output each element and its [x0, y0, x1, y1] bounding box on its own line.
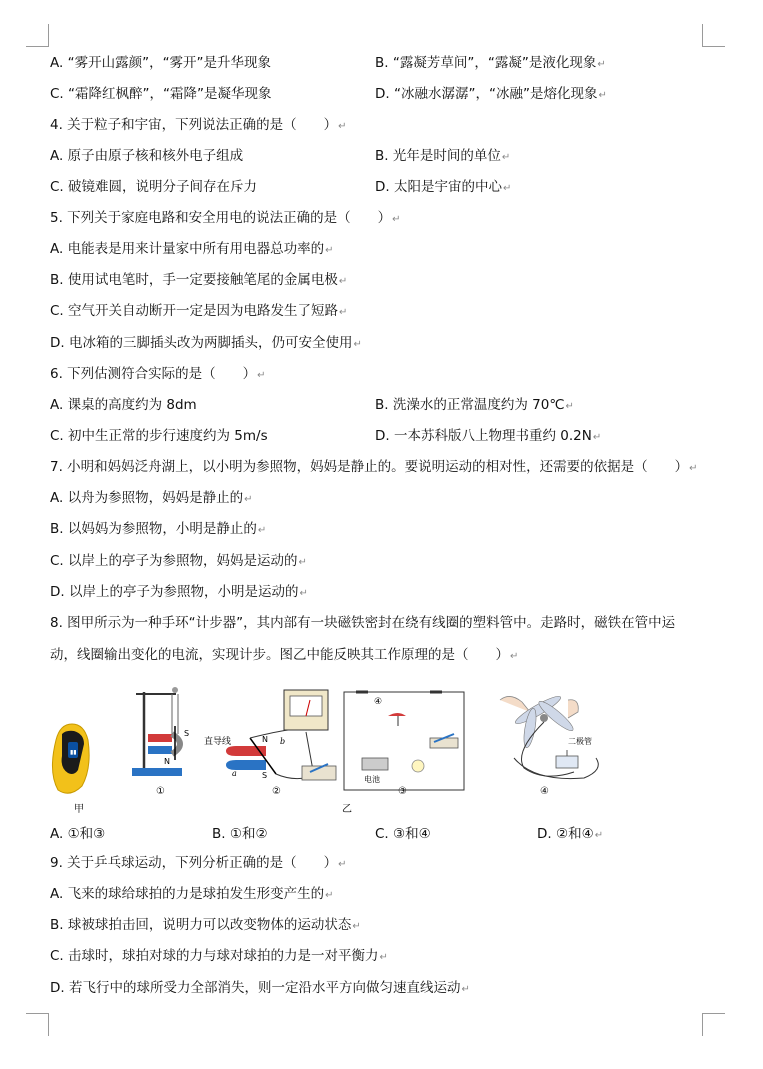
- q7-option-c: C. 以岸上的亭子为参照物，妈妈是运动的↵: [50, 553, 307, 569]
- q5-option-b: B. 使用试电笔时，手一定要接触笔尾的金属电极↵: [50, 272, 348, 288]
- crop-mark-bottom-left: [26, 1013, 49, 1036]
- wristband-pedometer: [52, 724, 89, 793]
- crop-mark-bottom-right: [702, 1013, 725, 1036]
- label-S-1: S: [184, 729, 190, 738]
- q7-option-d: D. 以岸上的亭子为参照物，小明是运动的↵: [50, 584, 308, 600]
- apparatus-3: [344, 692, 464, 790]
- q8-stem-line2: 动，线圈输出变化的电流，实现计步。图乙中能反映其工作原理的是（ ）↵: [50, 647, 519, 663]
- q8-option-c: C. ③和④: [375, 826, 431, 842]
- label-b: b: [280, 737, 286, 746]
- q8-stem-line1: 8. 图甲所示为一种手环“计步器”，其内部有一块磁铁密封在绕有线圈的塑料管中。走路时，磁铁在管中运: [50, 615, 676, 631]
- label-num-4-top: ④: [374, 697, 383, 707]
- q6-option-c: C. 初中生正常的步行速度约为 5m/s: [50, 428, 268, 444]
- apparatus-2: [226, 690, 336, 780]
- label-N-2: N: [262, 735, 268, 744]
- q9-stem: 9. 关于乒乓球运动，下列分析正确的是（ ）↵: [50, 855, 347, 871]
- wristband-display: ▮▮: [70, 749, 77, 756]
- q3-option-c: C. “霜降红枫醉”，“霜降”是凝华现象: [50, 86, 272, 102]
- q6-option-b: B. 洗澡水的正常温度约为 70℃↵: [375, 397, 574, 413]
- label-battery: 电池: [364, 775, 380, 784]
- q3-option-b: B. “露凝芳草间”，“露凝”是液化现象↵: [375, 55, 606, 71]
- crop-mark-top-left: [26, 24, 49, 47]
- label-a: a: [232, 769, 237, 778]
- label-num-2: ②: [272, 786, 281, 797]
- q8-figure: [44, 672, 614, 818]
- crop-mark-top-right: [702, 24, 725, 47]
- apparatus-4: [500, 693, 598, 779]
- q4-option-d: D. 太阳是宇宙的中心↵: [375, 179, 512, 195]
- q3-option-d: D. “冰融水潺潺”，“冰融”是熔化现象↵: [375, 86, 607, 102]
- q7-stem: 7. 小明和妈妈泛舟湖上，以小明为参照物，妈妈是静止的。要说明运动的相对性，还需要的依据是（ ）↵: [50, 459, 698, 475]
- label-yi: 乙: [342, 804, 352, 815]
- q4-option-a: A. 原子由原子核和核外电子组成: [50, 148, 244, 164]
- q6-option-a: A. 课桌的高度约为 8dm: [50, 397, 197, 413]
- label-N-1: N: [164, 757, 170, 766]
- q6-stem: 6. 下列估测符合实际的是（ ）↵: [50, 366, 266, 382]
- q4-option-b: B. 光年是时间的单位↵: [375, 148, 511, 164]
- q7-option-b: B. 以妈妈为参照物，小明是静止的↵: [50, 521, 267, 537]
- q4-option-c: C. 破镜难圆，说明分子间存在斥力: [50, 179, 258, 195]
- q6-option-d: D. 一本苏科版八上物理书重约 0.2N↵: [375, 428, 602, 444]
- q5-stem: 5. 下列关于家庭电路和安全用电的说法正确的是（ ）↵: [50, 210, 401, 226]
- label-num-3: ③: [398, 786, 407, 797]
- label-num-4: ④: [540, 786, 549, 797]
- q5-option-a: A. 电能表是用来计量家中所有用电器总功率的↵: [50, 241, 334, 257]
- q3-option-a: A. “雾开山露颜”，“雾开”是升华现象: [50, 55, 272, 71]
- q4-stem: 4. 关于粒子和宇宙，下列说法正确的是（ ）↵: [50, 117, 347, 133]
- label-S-2: S: [262, 771, 268, 780]
- q9-option-d: D. 若飞行中的球所受力全部消失，则一定沿水平方向做匀速直线运动↵: [50, 980, 470, 996]
- q7-option-a: A. 以舟为参照物，妈妈是静止的↵: [50, 490, 253, 506]
- label-zhidaoxian: 直导线: [204, 737, 232, 747]
- apparatus-1: [132, 687, 182, 776]
- label-num-1: ①: [156, 786, 165, 797]
- q9-option-c: C. 击球时，球拍对球的力与球对球拍的力是一对平衡力↵: [50, 948, 388, 964]
- q9-option-b: B. 球被球拍击回，说明力可以改变物体的运动状态↵: [50, 917, 361, 933]
- q8-option-d: D. ②和④↵: [537, 826, 604, 842]
- q8-figure-drawing: [44, 672, 614, 818]
- label-jia: 甲: [74, 804, 84, 815]
- q8-option-a: A. ①和③: [50, 826, 106, 842]
- q5-option-d: D. 电冰箱的三脚插头改为两脚插头，仍可安全使用↵: [50, 335, 362, 351]
- q9-option-a: A. 飞来的球给球拍的力是球拍发生形变产生的↵: [50, 886, 334, 902]
- label-diode: 二极管: [568, 737, 592, 746]
- q8-option-b: B. ①和②: [212, 826, 268, 842]
- q5-option-c: C. 空气开关自动断开一定是因为电路发生了短路↵: [50, 303, 348, 319]
